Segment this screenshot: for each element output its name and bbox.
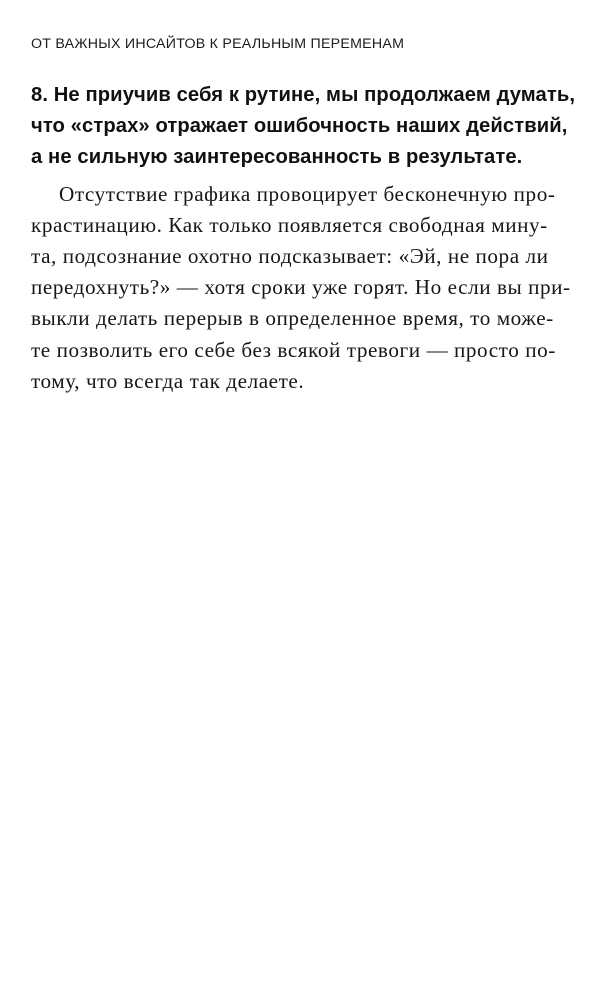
heading-line: а не сильную заинтересованность в результате.: [31, 146, 523, 169]
page-content: [31, 80, 576, 397]
paragraph-line: Отсутствие графика провоцирует бесконечную про-: [59, 181, 556, 206]
paragraph-line: крастинацию. Как только появляется свободная мину-: [31, 212, 548, 237]
heading-line: 8. Не приучив себя к рутине, мы продолжаем думать,: [31, 84, 576, 106]
paragraph-line: та, подсознание охотно подсказывает: «Эй, не пора ли: [31, 243, 549, 268]
paragraph-line: те позволить его себе без всякой тревоги — просто по-: [31, 337, 556, 362]
section-heading: [31, 80, 576, 174]
paragraph-line: тому, что всегда так делаете.: [31, 368, 305, 393]
paragraph-line: выкли делать перерыв в определенное время, то може-: [31, 306, 554, 331]
running-head: ОТ ВАЖНЫХ ИНСАЙТОВ К РЕАЛЬНЫМ ПЕРЕМЕНАМ: [31, 36, 405, 52]
paragraph-line: передохнуть?» — хотя сроки уже горят. Но если вы при-: [31, 275, 571, 300]
heading-line: что «страх» отражает ошибочность наших действий,: [31, 115, 568, 138]
body-paragraph: [31, 179, 571, 397]
